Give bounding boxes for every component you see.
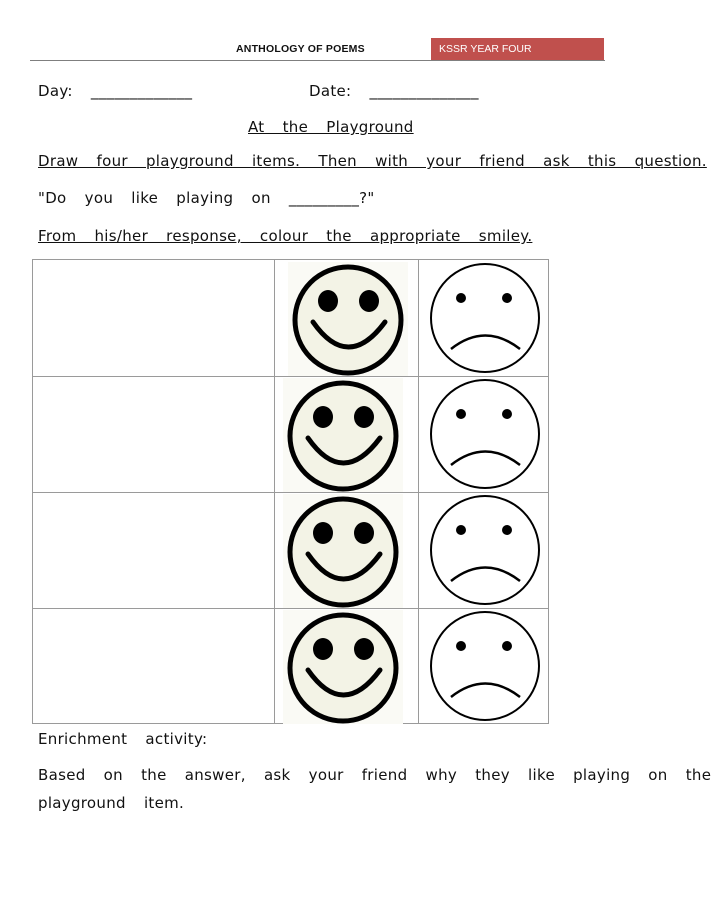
happy-face-icon[interactable] bbox=[283, 610, 403, 724]
instruction-draw: Draw four playground items. Then with your friend ask this question. bbox=[38, 152, 707, 170]
header-divider bbox=[30, 60, 605, 61]
worksheet-title: At the Playground bbox=[248, 118, 414, 136]
sad-face-icon[interactable] bbox=[426, 494, 544, 606]
drawing-box[interactable] bbox=[33, 493, 274, 608]
enrichment-heading: Enrichment activity: bbox=[38, 730, 208, 748]
instruction-colour: From his/her response, colour the appropriate smiley. bbox=[38, 227, 533, 245]
sad-face-icon[interactable] bbox=[426, 378, 544, 490]
response-table bbox=[32, 259, 549, 724]
happy-face-icon[interactable] bbox=[288, 262, 408, 376]
happy-face-icon[interactable] bbox=[283, 494, 403, 608]
enrichment-text-line-1: Based on the answer, ask your friend why they like playing on the bbox=[38, 766, 711, 784]
drawing-box[interactable] bbox=[33, 609, 274, 723]
sad-face-icon[interactable] bbox=[426, 262, 544, 374]
happy-face-icon[interactable] bbox=[283, 378, 403, 492]
drawing-box[interactable] bbox=[33, 377, 274, 492]
day-field: Day: _____________ bbox=[38, 82, 193, 100]
sad-face-icon[interactable] bbox=[426, 610, 544, 722]
drawing-box[interactable] bbox=[33, 260, 274, 376]
question-text: "Do you like playing on _________?" bbox=[38, 189, 375, 207]
header-badge: KSSR YEAR FOUR bbox=[431, 38, 604, 60]
enrichment-text-line-2: playground item. bbox=[38, 794, 185, 812]
header-title: ANTHOLOGY OF POEMS bbox=[236, 43, 365, 55]
date-field: Date: ______________ bbox=[309, 82, 479, 100]
